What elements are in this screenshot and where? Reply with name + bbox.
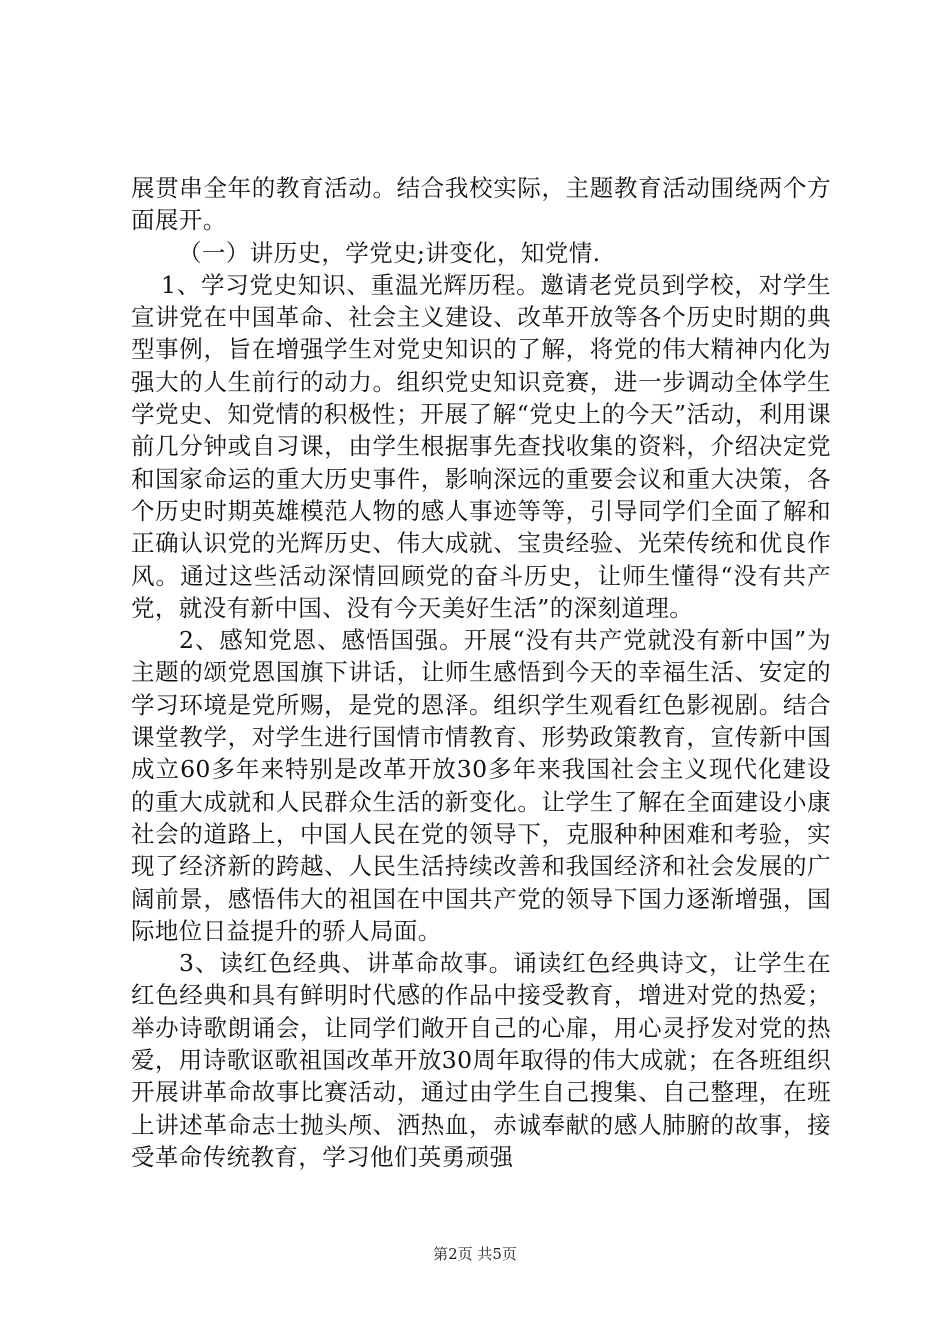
paragraph-item-1: 1、学习党史知识、重温光辉历程。邀请老党员到学校，对学生宣讲党在中国革命、社会主义建设、改革开放等各个历史时期的典型事例，旨在增强学生对党史知识的了解，将党的伟大精神内化为强大的人生前行的动力。组织党史知识竞赛，进一步调动全体学生学党史、知党情的积极性；开展了解“党史上的今天”活动，利用课前几分钟或自习课，由学生根据事先查找收集的资料，介绍决定党和国家命运的重大历史事件，影响深远的重要会议和重大决策，各个历史时期英雄模范人物的感人事迹等等，引导同学们全面了解和正确认识党的光辉历史、伟大成就、宝贵经验、光荣传统和优良作风。通过这些活动深情回顾党的奋斗历史，让师生懂得“没有共产党，就没有新中国、没有今天美好生活”的深刻道理。	[131, 270, 831, 622]
page-number-footer: 第2页 共5页	[433, 1245, 517, 1263]
paragraph-item-3: 3、读红色经典、讲革命故事。诵读红色经典诗文，让学生在红色经典和具有鲜明时代感的作品中接受教育，增进对党的热爱；举办诗歌朗诵会，让同学们敞开自己的心扉，用心灵抒发对党的热爱，用诗歌讴歌祖国改革开放30周年取得的伟大成就；在各班组织开展讲革命故事比赛活动，通过由学生自己搜集、自己整理，在班上讲述革命志士抛头颅、洒热血，赤诚奉献的感人肺腑的故事，接受革命传统教育，学习他们英勇顽强	[131, 949, 831, 1171]
paragraph-continuation: 展贯串全年的教育活动。结合我校实际，主题教育活动围绕两个方面展开。	[131, 174, 831, 235]
section-heading-1: （一）讲历史，学党史;讲变化，知党情.	[178, 238, 601, 267]
document-body	[131, 172, 831, 1173]
paragraph-item-2: 2、感知党恩、感悟国强。开展“没有共产党就没有新中国”为主题的颂党恩国旗下讲话，让师生感悟到今天的幸福生活、安定的学习环境是党所赐，是党的恩泽。组织学生观看红色影视剧。结合课堂教学，对学生进行国情市情教育、形势政策教育，宣传新中国成立60多年来特别是改革开放30多年来我国社会主义现代化建设的重大成就和人民群众生活的新变化。让学生了解在全面建设小康社会的道路上，中国人民在党的领导下，克服种种困难和考验，实现了经济新的跨越、人民生活持续改善和我国经济和社会发展的广阔前景，感悟伟大的祖国在中国共产党的领导下国力逐渐增强，国际地位日益提升的骄人局面。	[131, 626, 831, 945]
